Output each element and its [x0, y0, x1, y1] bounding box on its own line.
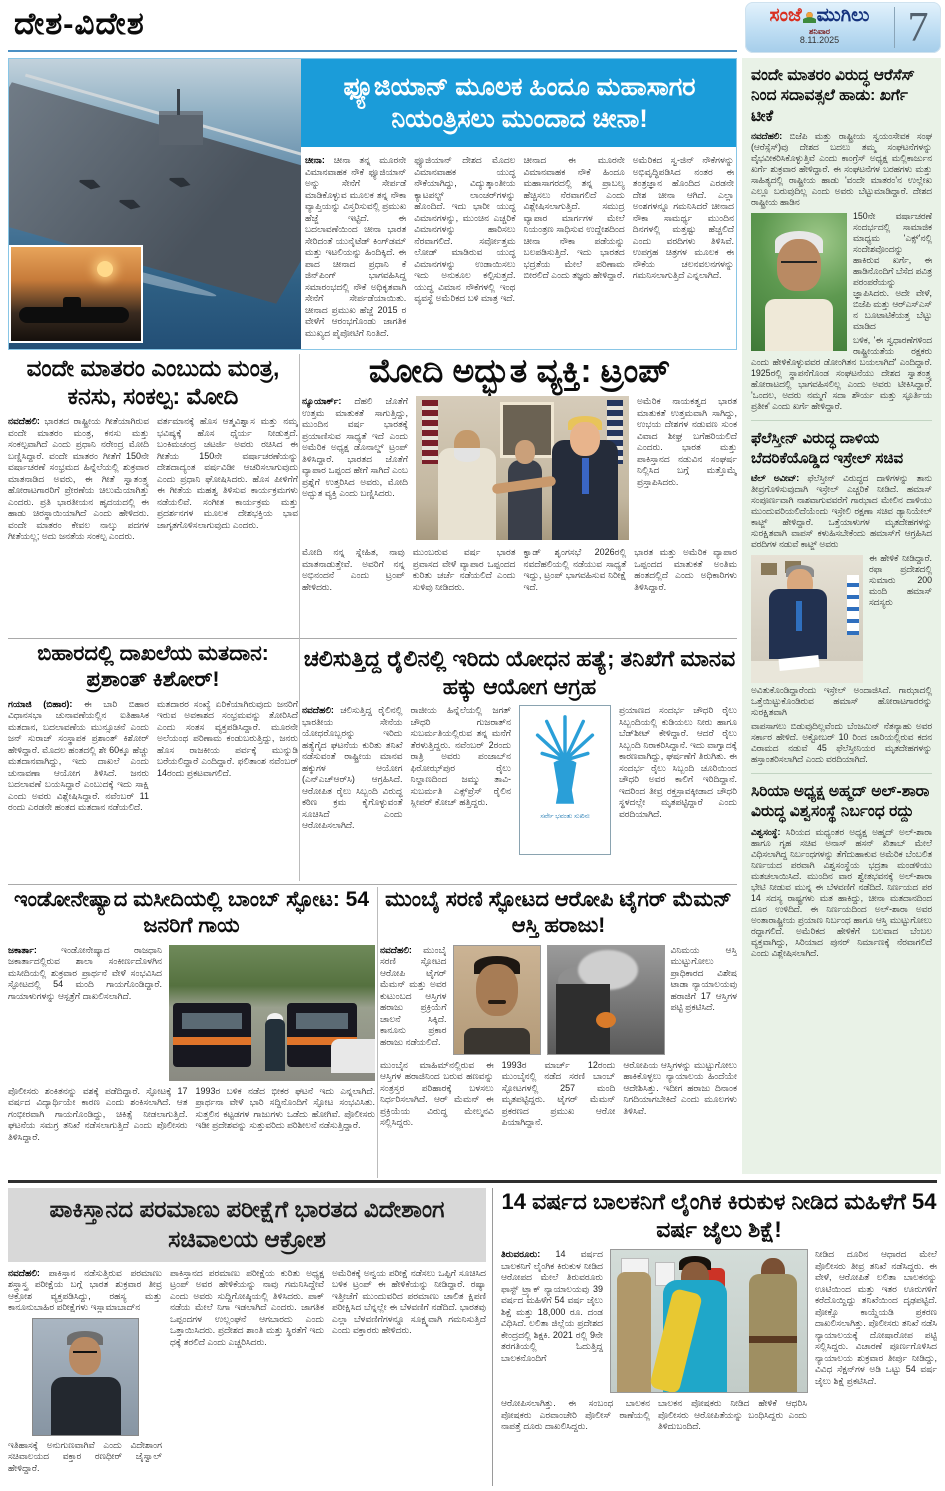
- dateline: ನ್ಯೂಯಾರ್ಕ್:: [302, 396, 342, 406]
- nhrc-logo-icon: [530, 710, 600, 806]
- body-column: [302, 396, 408, 542]
- body-column: [8, 945, 162, 1081]
- israel-minister-photo: [751, 555, 863, 683]
- bottom-section-rule: [8, 1180, 937, 1183]
- convict-escort-photo: [610, 1249, 808, 1393]
- aircraft-carrier-photo: [9, 59, 301, 349]
- article-pakistan-headline: ಪಾಕಿಸ್ತಾನದ ಪರಮಾಣು ಪರೀಕ್ಷೆಗೆ ಭಾರತದ ವಿದೇಶಾಂಗ ಸಚಿವಾಲಯ ಆಕ್ರೋಶ: [8, 1188, 486, 1262]
- masthead-title: [745, 6, 894, 28]
- body-text: ಈ ಬಾರಿ ಬಿಹಾರ ವಿಧಾನಸಭಾ ಚುನಾವಣೆಯಲ್ಲಿನ ಐತಿಹಾಸಿಕ ಮತದಾನ, ಬದಲಾವಣೆಯ ಮುನ್ಸೂಚನೆ ಎಂದು ಜನ್ ಸುರಾಜ್ ಸಂಸ್ಥಾಪಕ ಪ್ರಶಾಂತ್ ಕಿಶೋರ್ ಹೇಳಿದ್ದಾರೆ. ಮೊದಲ ಹಂತದಲ್ಲಿ ಶೇ 60ಕ್ಕೂ ಹೆಚ್ಚು ಮತದಾನವಾಗಿದ್ದು, ಇದು ದಾಖಲೆ ಎಂದು ಚುನಾವಣಾ ಆಯೋಗ ತಿಳಿಸಿದೆ. ಜನರು ಬದಲಾವಣೆ ಬಯಸಿದ್ದಾರೆ ಎಂಬುದಕ್ಕೆ ಇದು ಸಾಕ್ಷಿ ಎಂದು ಅವರು ವಿಶ್ಲೇಷಿಸಿದ್ದಾರೆ. ನವೆಂಬರ್ 11 ರಂದು ಎರಡನೇ ಹಂತದ ಮತದಾನ ನಡೆಯಲಿದೆ.: [8, 698, 149, 812]
- article-indonesia-blast: [8, 887, 375, 1178]
- body-text: ಇಂಡೋನೇಷ್ಯಾದ ರಾಜಧಾನಿ ಜಕಾರ್ತಾದಲ್ಲಿರುವ ಶಾಲಾ ಸಂಕೀರ್ಣದೊಳಗಿನ ಮಸೀದಿಯಲ್ಲಿ ಶುಕ್ರವಾರ ಪ್ರಾರ್ಥನೆ ವೇಳೆ ಸಂಭವಿಸಿದ ಸ್ಫೋಟದಲ್ಲಿ 54 ಮಂದಿ ಗಾಯಗೊಂಡಿದ್ದಾರೆ. ಗಾಯಾಳುಗಳನ್ನು ಆಸ್ಪತ್ರೆಗೆ ದಾಖಲಿಸಲಾಗಿದೆ.: [8, 944, 162, 1001]
- body-text: ಸಿರಿಯದ ಮಧ್ಯಂತರ ಅಧ್ಯಕ್ಷ ಅಹ್ಮದ್ ಅಲ್-ಶಾರಾ ಹಾಗೂ ಗೃಹ ಸಚಿವ ಅನಾಸ್ ಹಸನ್ ಖಿತಾಬ್ ಮೇಲೆ ವಿಧಿಸಲಾಗಿದ್ದ ನಿರ್ಬಂಧಗಳನ್ನು ತೆಗೆದುಹಾಕುವ ಅಮೆರಿಕ ಬೆಂಬಲಿತ ನಿರ್ಣಯದ ಪರವಾಗಿ ವಿಶ್ವಸಂಸ್ಥೆಯ ಭದ್ರತಾ ಮಂಡಳಿಯು ಮತಚಲಾಯಿಸಿದೆ. ಮುಂದಿನ ವಾರ ಶ್ವೇತಭವನಕ್ಕೆ ಅಲ್-ಶಾರಾ ಭೇಟಿ ನೀಡುವ ಮುನ್ನ ಈ ಬೆಳವಣಿಗೆ ನಡೆದಿದೆ. ನಿರ್ಣಯದ ಪರ 14 ಸದಸ್ಯ ರಾಷ್ಟ್ರಗಳು ಮತ ಹಾಕಿದ್ದು, ಚೀನಾ ಮತದಾನದಿಂದ ದೂರ ಉಳಿದಿದೆ. ಈ ನಿರ್ಣಯದಿಂದ ಅಲ್-ಶಾರಾ ಅವರ ಅಂತಾರಾಷ್ಟ್ರೀಯ ಪ್ರಯಾಣ ನಿರ್ಬಂಧ ಹಾಗೂ ಆಸ್ತಿ ಮುಟ್ಟುಗೋಲು ರದ್ದಾಗಲಿದೆ. ಅಮೆರಿಕದ ಹೇಳಿಕೆಗೆ ಬಲವಾದ ಬೆಂಬಲ ವ್ಯಕ್ತವಾಗಿದ್ದು, ಸಿರಿಯಾದ ಪುನರ್ ನಿರ್ಮಾಣಕ್ಕೆ ನೆರವಾಗಲಿದೆ ಎಂದು ವಿಶ್ಲೇಷಿಸಲಾಗಿದೆ.: [751, 826, 932, 958]
- blast-building-photo: [547, 945, 665, 1055]
- dateline: ನವದೆಹಲಿ:: [751, 131, 783, 142]
- body-text: ದೆಹಲಿ ಜೊತೆಗೆ ಉತ್ತಮ ಮಾತುಕತೆ ಸಾಗುತ್ತಿದ್ದು, ಮುಂದಿನ ವರ್ಷ ಭಾರತಕ್ಕೆ ಪ್ರಯಾಣಿಸುವ ಸಾಧ್ಯತೆ ಇದೆ ಎಂದು ಅಮೆರಿಕ ಅಧ್ಯಕ್ಷ ಡೊನಾಲ್ಡ್ ಟ್ರಂಪ್ ತಿಳಿಸಿದ್ದಾರೆ. ಭಾರತದ ಜೊತೆಗೆ ವ್ಯಾಪಾರ ಒಪ್ಪಂದ ಹೇಗೆ ಸಾಗಿದೆ ಎಂಬ ಪ್ರಶ್ನೆಗೆ ಉತ್ತರಿಸಿದ ಅವರು, ಮೋದಿ ಅದ್ಭುತ ವ್ಯಕ್ತಿ ಎಂದು ಬಣ್ಣಿಸಿದರು.: [302, 396, 408, 498]
- article-bihar: [8, 641, 298, 881]
- article-china-headline: ಫ್ಯೂಜಿಯಾನ್ ಮೂಲಕ ಹಿಂದೂ ಮಹಾಸಾಗರ ನಿಯಂತ್ರಿಸಲು ಮುಂದಾದ ಚೀನಾ!: [301, 59, 737, 147]
- article-bihar-headline: ಬಿಹಾರದಲ್ಲಿ ದಾಖಲೆಯ ಮತದಾನ: ಪ್ರಶಾಂತ್ ಕಿಶೋರ್!: [37, 642, 269, 692]
- body-column: [302, 705, 403, 855]
- nhrc-logo-box: [519, 705, 611, 855]
- body-text: ಬಿಜೆಪಿ ಮತ್ತು ರಾಷ್ಟ್ರೀಯ ಸ್ವಯಂಸೇವಕ ಸಂಘ (ಆರೆಸ್ಸೆಸ್)ವು ದೇಶದ ಬದಲು ತಮ್ಮ ಸಂಘಟನೆಗಳನ್ನು ವೈಭವೀಕರಿಸಿಕೊಳ್ಳುತ್ತಿವೆ ಎಂದು ಕಾಂಗ್ರೆಸ್ ಅಧ್ಯಕ್ಷ ಮಲ್ಲಿಕಾರ್ಜುನ ಖರ್ಗೆ ಶುಕ್ರವಾರ ಹೇಳಿದ್ದಾರೆ. ಈ ಸಂಘಟನೆಗಳ ಬರಹಗಳು ಮತ್ತು ಸಾಹಿತ್ಯದಲ್ಲಿ ರಾಷ್ಟ್ರೀಯ ಹಾಡು 'ವಂದೇ ಮಾತರಂ'ನ ಉಲ್ಲೇಖ ಎಲ್ಲೂ ಬರುವುದಿಲ್ಲ ಎಂದು ಅವರು ಬೆಟ್ಟುಮಾಡಿದ್ದಾರೆ. ದೇಶದ ರಾಷ್ಟ್ರೀಯ ಹಾಡಿನ: [751, 131, 932, 208]
- jakarta-police-photo: [169, 945, 375, 1081]
- column-rule: [377, 887, 378, 1178]
- article-mumbai-headline: ಮುಂಬೈ ಸರಣಿ ಸ್ಫೋಟದ ಆರೋಪಿ ಟೈಗರ್ ಮೆಮನ್ ಆಸ್ತಿ ಹರಾಜು!: [385, 888, 732, 938]
- header-rule: [8, 50, 737, 52]
- tiger-memon-photo: [453, 945, 541, 1055]
- body-text: ಬಳಿಕ, 'ಈ ಸ್ವಧಾರಣೆಗಳಿಂದ ರಾಷ್ಟ್ರೀಯತೆಯ ರಕ್ಷಕರು ಎಂದು ಹೇಳಿಕೊಳ್ಳುವವರ ಡೋಂಗಿತನ ಬಯಲಾಗಿದೆ' ಎಂದಿದ್ದಾರೆ. 1925ರಲ್ಲಿ ಸ್ಥಾಪನೆಗೊಂಡ ಸಂಘಟನೆಯು ದೇಶದ ಸ್ವಾತಂತ್ರ್ಯ ಹೋರಾಟದಲ್ಲಿ ಭಾಗವಹಿಸಲಿಲ್ಲ ಎಂದು ಅವರು ಟೀಕಿಸಿದ್ದಾರೆ. 'ಒಂದಲ, ಅದರು ನಮ್ಮಗೆ ಸದಾ ಶೌರ್ಯ ಮತ್ತು ಸ್ಫೂರ್ತಿಯ ಪ್ರತೀಕ' ಎಂದು ಖರ್ಗೆ ಹೇಳಿದ್ದಾರೆ.: [751, 335, 932, 412]
- body-column: ಚೀನಾದ ಈ ಮೂರನೇ ವಿಮಾನವಾಹಕ ನೌಕೆ ಹಿಂದೂ ಮಹಾಸಾಗರದಲ್ಲಿ ತನ್ನ ಪ್ರಾಬಲ್ಯ ಹೆಚ್ಚಿಸಲು ನೆರವಾಗಲಿದೆ ಎಂದು ವಿಶ್ಲೇಷಿಸಲಾಗುತ್ತಿದೆ. ಸಮುದ್ರ ವ್ಯಾಪಾರ ಮಾರ್ಗಗಳ ಮೇಲೆ ನಿಯಂತ್ರಣ ಸಾಧಿಸುವ ಉದ್ದೇಶದಿಂದ ಚೀನಾ ನೌಕಾ ಪಡೆಯನ್ನು ಬಲಪಡಿಸುತ್ತಿದೆ. ಇದು ಭಾರತದ ಭದ್ರತೆಯ ಮೇಲೆ ಪರಿಣಾಮ ಬೀರಲಿದೆ ಎಂದು ತಜ್ಞರು ಹೇಳಿದ್ದಾರೆ.: [523, 155, 625, 280]
- dateline: ನವದೆಹಲಿ:: [8, 416, 40, 427]
- body-text: ಮುಂಬೈ ಸರಣಿ ಸ್ಫೋಟದ ಆರೋಪಿ ಟೈಗರ್ ಮೆಮನ್ ಮತ್ತು ಅವರ ಕುಟುಂಬದ ಆಸ್ತಿಗಳ ಹರಾಜು ಪ್ರಕ್ರಿಯೆಗೆ ಚಾಲನೆ ಸಿಕ್ಕಿದೆ. ಕಾನೂನು ಪ್ರಕಾರ ಹರಾಜು ನಡೆಯಲಿದೆ.: [380, 944, 447, 1047]
- body-column: ಪೊಲೀಸರು ಶಂಕಿತನನ್ನು ವಶಕ್ಕೆ ಪಡೆದಿದ್ದಾರೆ. ಸ್ಫೋಟಕ್ಕೆ 17 ವರ್ಷದ ವಿದ್ಯಾರ್ಥಿಯೇ ಕಾರಣ ಎಂದು ಶಂಕಿಸಲಾಗಿದೆ. ಆತ ಗಂಭೀರವಾಗಿ ಗಾಯಗೊಂಡಿದ್ದು, ಚಿಕಿತ್ಸೆ ನೀಡಲಾಗುತ್ತಿದೆ. ಘಟನೆಯ ಸಮಗ್ರ ತನಿಖೆ ನಡೆಸಲಾಗುತ್ತಿದೆ ಎಂದು ಪೊಲೀಸರು ತಿಳಿಸಿದ್ದಾರೆ.: [8, 1085, 188, 1142]
- article-modi-vande: [8, 354, 298, 636]
- masthead-title-right: ಮುಗಿಲು: [816, 5, 870, 26]
- page-number: 7: [907, 4, 929, 51]
- dateline: ಜಕಾರ್ತಾ:: [8, 944, 37, 955]
- body-column: ಮುಂಬೈನ ಮಾಹಿಮ್‌ನಲ್ಲಿರುವ ಈ ಆಸ್ತಿಗಳ ಹರಾಜಿನಿಂದ ಬರುವ ಹಣವನ್ನು ಸಂತ್ರಸ್ತರ ಪರಿಹಾರಕ್ಕೆ ಬಳಸಲು ನಿರ್ಧರಿಸಲಾಗಿದೆ. ಆರ್ ಮೆಮನ್ ಈ ಪ್ರಕ್ರಿಯೆಯ ವಿರುದ್ಧ ಮೇಲ್ಮನವಿ ಸಲ್ಲಿಸಿದ್ದರು.: [380, 1059, 494, 1127]
- body-text: ಚೀನಾ ತನ್ನ ಮೂರನೇ ವಿಮಾನವಾಹಕ ನೌಕೆ ಫ್ಯೂಜಿಯಾನ್ ಅನ್ನು ಸೇನೆಗೆ ಸೇರ್ಪಡೆ ಮಾಡಿಕೊಳ್ಳುವ ಮೂಲಕ ತನ್ನ ನೌಕಾ ವ್ಯಾಪ್ತಿಯನ್ನು ವಿಸ್ತರಿಸುವಲ್ಲಿ ಪ್ರಮುಖ ಹೆಜ್ಜೆ ಇಟ್ಟಿದೆ. ಈ ಬದಲಾವಣೆಯಿಂದ ಚೀನಾ ಭಾರತ ಸೇರಿದಂತೆ ಯುನೈಟೆಡ್ ಕಿಂಗ್‌ಡಮ್ ಮತ್ತು ಇಟಲಿಯನ್ನು ಹಿಂದಿಕ್ಕಿದೆ. ಈ ಪಾದ ಚೀನಾದ ಪ್ರಧಾನಿ ಕೆ ಜಿನ್‌ಪಿಂಗ್ ಭಾಗವಹಿಸಿದ್ದ ಸಮಾರಂಭದಲ್ಲಿ ನೌಕೆ ಅಧಿಕೃತವಾಗಿ ಸೇನೆಗೆ ಸೇರ್ಪಡೆಯಾಯಿತು. ಚೀನಾದ ಪ್ರಮುಖ ಹೆಜ್ಜೆ 2015 ರ ವೇಳೆಗೆ ಆರಂಭಗೊಂಡು ಜಾಗತಿಕ ಮುಖ್ಯದ ಪೈಪೋಟಿಗೆ ನಿಂತಿದೆ.: [305, 155, 407, 338]
- rail-divider: [751, 773, 932, 774]
- body-column: ಮೋದಿ ನನ್ನ ಸ್ನೇಹಿತ, ನಾವು ಮಾತನಾಡುತ್ತೇವೆ. ಅವರಿಗೆ ನನ್ನ ಅಭಿನಂದನೆ ಎಂದು ಟ್ರಂಪ್ ಹೇಳಿದರು.: [302, 547, 405, 592]
- body-column: ಅಮೆರಿಕಕ್ಕೆ ಅನ್ವಯ ಪರೀಕ್ಷೆ ನಡೆಸಲು ಒಪ್ಪಿಗೆ ಸೂಚಿಸಿದ ಬಳಿಕ ಟ್ರಂಪ್ ಈ ಹೇಳಿಕೆಯನ್ನು ನೀಡಿದ್ದಾರೆ. ರಷ್ಯಾ ಇತ್ತೀಚೆಗೆ ಮುಂದುವರಿದ ಪರಮಾಣು ಚಾಲಿತ ಕ್ಷಿಪಣಿ ಪರೀಕ್ಷಿಸಿದ ಬೆನ್ನಲ್ಲೇ ಈ ಬೆಳವಣಿಗೆ ನಡೆದಿದೆ. ಭಾರತವು ಎಲ್ಲಾ ಬೆಳವಣಿಗೆಗಳನ್ನೂ ಸೂಕ್ಷ್ಮವಾಗಿ ಗಮನಿಸುತ್ತಿದೆ ಎಂದು ವಕ್ತಾರರು ಹೇಳಿದರು.: [332, 1267, 486, 1336]
- body-column: [380, 945, 447, 1055]
- body-text: ಇತಿಹಾಸಕ್ಕೆ ಅನುಗುಣವಾಗಿವೆ ಎಂದು ವಿದೇಶಾಂಗ ಸಚಿವಾಲಯದ ವಕ್ತಾರ ರಣಧೀರ್ ಜೈಸ್ವಾಲ್ ಹೇಳಿದ್ದಾರೆ.: [8, 1439, 162, 1473]
- dateline: ಗಯಾಜಿ (ಬಿಹಾರ):: [8, 698, 73, 709]
- body-column: [8, 1268, 162, 1475]
- rail-divider: [751, 420, 932, 421]
- article-mumbai-auction: [380, 887, 737, 1178]
- dateline: ಟೆಲ್ ಅವೀವ್:: [751, 472, 800, 483]
- body-column: 1993ರ ಬಳಿಕ ನಡೆದ ಭೀಕರ ಘಟನೆ ಇದು ಎನ್ನಲಾಗಿದೆ. ಪ್ರಾರ್ಥನಾ ವೇಳೆ ಭಾರಿ ಸದ್ದಿನೊಂದಿಗೆ ಸ್ಫೋಟ ಸಂಭವಿಸಿತು. ಸುತ್ತಲಿನ ಕಟ್ಟಡಗಳ ಗಾಜುಗಳು ಒಡೆದು ಹೋಗಿವೆ. ಪೊಲೀಸರು ಇಡೀ ಪ್ರದೇಶವನ್ನು ಸುತ್ತುವರಿದು ಪರಿಶೀಲನೆ ನಡೆಸುತ್ತಿದ್ದಾರೆ.: [195, 1085, 375, 1130]
- article-israel-headline: ಫೆಲೆಸ್ತೀನ್ ವಿರುದ್ಧ ದಾಳಿಯ ಬೆದರಿಕೆಯೊಡ್ಡಿದ ಇಸ್ರೇಲ್ ಸಚಿವ: [751, 430, 904, 468]
- divider-rule: [8, 884, 737, 885]
- body-column: ರಾಜೀಯ ಹಿನ್ನೆಲೆಯಲ್ಲಿ ಜಗತ್ ಚೌಧರಿ ಗುಜರಾತ್‌ನ ಸುಬರ್ಮತಿಯಲ್ಲಿರುವ ತನ್ನ ಮನೆಗೆ ತೆರಳುತ್ತಿದ್ದರು. ನವೆಂಬರ್ 2ರಂದು ರಾತ್ರಿ ಅವರು ಪಂಜಾಬ್‌ನ ಫಿರೋಝ್‌ಪುರ ರೈಲು ನಿಲ್ದಾಣದಿಂದ ಜಮ್ಮು ತಾವಿ-ಸುಬರ್ಮತಿ ಎಕ್ಸ್‌ಪ್ರೆಸ್ ರೈಲಿನ ಸ್ಲೀಪರ್ ಕೋಚ್ ಹತ್ತಿದ್ದರು.: [410, 705, 511, 807]
- body-column: ಮುಂಬರುವ ವರ್ಷ ಭಾರತ ಪ್ರವಾಸದ ವೇಳೆ ವ್ಯಾಪಾರ ಒಪ್ಪಂದದ ಕುರಿತು ಚರ್ಚೆ ನಡೆಯಲಿದೆ ಎಂದು ಸುಳಿವು ನೀಡಿದರು.: [412, 547, 516, 592]
- body-column: ಅಮೆರಿಕದ ಸ್ವ-ಜಿನ್ ನೌಕೆಗಳನ್ನು ಅಭಿವೃದ್ಧಿಪಡಿಸಿದ ನಂತರ ಈ ತಂತ್ರಜ್ಞಾನ ಹೊಂದಿದ ಎರಡನೇ ದೇಶ ಚೀನಾ ಆಗಿದೆ. ಎಲ್ಲಾ ಅಂಶಗಳನ್ನೂ ಗಮನಿಸಿದರೆ ಚೀನಾದ ನೌಕಾ ಸಾಮರ್ಥ್ಯ ಮುಂದಿನ ದಿನಗಳಲ್ಲಿ ಮತ್ತಷ್ಟು ಹೆಚ್ಚಲಿದೆ ಎಂದು ವರದಿಗಳು ತಿಳಿಸಿವೆ. ಉಪಗ್ರಹ ಚಿತ್ರಗಳ ಮೂಲಕ ಈ ನೌಕೆಯ ಚಲನವಲನಗಳನ್ನು ಗಮನಿಸಲಾಗುತ್ತಿದೆ ಎನ್ನಲಾಗಿದೆ.: [632, 155, 734, 280]
- article-trump: [302, 352, 737, 637]
- article-indonesia-headline: ಇಂಡೋನೇಷ್ಯಾದ ಮಸೀದಿಯಲ್ಲಿ ಬಾಂಬ್ ಸ್ಫೋಟ: 54 ಜನರಿಗೆ ಗಾಯ: [13, 888, 370, 938]
- article-china-carrier: [8, 58, 737, 350]
- body-column: ಮತದಾರರ ಸಂಖ್ಯೆ ಏರಿಕೆಯಾಗಿರುವುದು ಜನರಿಗೆ ಇರುವ ಅವಕಾಶದ ಸಂಭ್ರಮವನ್ನು ತೋರಿಸಿದೆ ಎಂದು ಸಂತಸ ವ್ಯಕ್ತಪಡಿಸಿದ್ದಾರೆ. ಮೂರನೇ ಅಲೆಯಂಥ ಪರಿಣಾಮ ಕಂಡುಬರುತ್ತಿದ್ದು, ಜನರು ಹೊಸ ರಾಜಕೀಯ ಪರ್ವಕ್ಕೆ ಮುನ್ನುಡಿ ಬರೆಯಲಿದ್ದಾರೆ ಎಂದಿದ್ದಾರೆ. ಫಲಿತಾಂಶ ನವೆಂಬರ್ 14ರಂದು ಪ್ರಕಟವಾಗಲಿದೆ.: [157, 698, 298, 778]
- article-trump-headline: ಮೋದಿ ಅದ್ಭುತ ವ್ಯಕ್ತಿ: ಟ್ರಂಪ್: [368, 352, 671, 389]
- body-column: [8, 699, 149, 814]
- masthead-sunset-icon: [803, 8, 816, 28]
- article-jail-headline: 14 ವರ್ಷದ ಬಾಲಕನಿಗೆ ಲೈಂಗಿಕ ಕಿರುಕುಳ ನೀಡಿದ ಮಹಿಳೆಗೆ 54 ವರ್ಷ ಜೈಲು ಶಿಕ್ಷೆ!: [501, 1189, 937, 1243]
- dateline: ಚೀನಾ:: [305, 155, 325, 165]
- body-column: ವಿನಿಮಯ ಆಸ್ತಿ ಮುಟ್ಟುಗೋಲು ಪ್ರಾಧಿಕಾರದ ವಿಶೇಷ ಟಾಡಾ ನ್ಯಾಯಾಲಯವು ಹರಾಜಿಗೆ 17 ಆಸ್ತಿಗಳ ಪಟ್ಟಿ ಪ್ರಕಟಿಸಿದೆ.: [670, 944, 737, 1012]
- masthead-title-left: ಸಂಜೆ: [769, 5, 802, 26]
- body-text: ಈ ಹೇಳಿಕೆ ನೀಡಿದ್ದಾರೆ. ರಫಾ ಪ್ರದೇಶದಲ್ಲಿ ಸುಮಾರು 200 ಮಂದಿ ಹಮಾಸ್ ಸದಸ್ಯರು ಅವಿತುಕೊಂಡಿದ್ದಾರೆಂದು ಇಸ್ರೇಲ್ ಅಂದಾಜಿಸಿದೆ. ಗಾಝಾದಲ್ಲಿ ಒತ್ತೆಯಿಟ್ಟುಕೊಂಡಿರುವ ಹಮಾಸ್ ಹೋರಾಟಗಾರರನ್ನು ಸುರಕ್ಷಿತವಾಗಿ: [751, 552, 932, 717]
- right-rail: [742, 58, 941, 1174]
- section-label: ದೇಶ-ವಿದೇಶ: [14, 6, 145, 41]
- nhrc-logo-caption: ಸರ್ವೇ ಭವಂತು ಸುಖಿನಃ: [540, 813, 590, 820]
- article-jail-sentence: [492, 1188, 937, 1486]
- body-text: 14 ವರ್ಷದ ಬಾಲಕನಿಗೆ ಲೈಂಗಿಕ ಕಿರುಕುಳ ನೀಡಿದ ಆರೋಪದ ಮೇಲೆ ತಿರುವರೂರು ಫಾಸ್ಟ್ ಟ್ರ್ಯಾಕ್ ನ್ಯಾಯಾಲಯವು 39 ವರ್ಷದ ಮಹಿಳೆಗೆ 54 ವರ್ಷ ಜೈಲು ಶಿಕ್ಷೆ ಮತ್ತು 18,000 ರೂ. ದಂಡ ವಿಧಿಸಿದೆ. ಲಲಿತಾ ಜಿಲ್ಲೆಯ ಪ್ರದೇಶದ ಕೇಂದ್ರದಲ್ಲಿ ಶಿಕ್ಷಕಿ. 2021 ರಲ್ಲಿ 9ನೇ ತರಗತಿಯಲ್ಲಿ ಓದುತ್ತಿದ್ದ ಬಾಲಕನೊಂದಿಗೆ: [501, 1249, 603, 1363]
- body-column: ಬಾಲಕನ ಪೋಷಕರು ನೀಡಿದ ಹೇಳಿಕೆ ಆಧರಿಸಿ ಪೊಲೀಸರು ಆರೋಪಿತೆಯನ್ನು ಬಂಧಿಸಿದ್ದರು ಎಂದು ತಿಳಿದುಬಂದಿದೆ.: [658, 1398, 807, 1432]
- dateline: ನವದೆಹಲಿ:: [8, 1267, 40, 1278]
- article-kharge-headline: ವಂದೇ ಮಾತರಂ ವಿರುದ್ಧ ಆರೆಸೆಸ್ ನಿಂದ ಸದಾವತ್ಸಲೆ ಹಾಡು: ಖರ್ಗೆ ಟೀಕೆ: [751, 67, 915, 125]
- body-text: ಭಾರತದ ರಾಷ್ಟ್ರೀಯ ಗೀತೆಯಾಗಿರುವ ವಂದೇ ಮಾತರಂ ಮಂತ್ರ, ಕನಸು ಮತ್ತು ಸಂಕಲ್ಪವಾಗಿದೆ ಎಂದು ಪ್ರಧಾನಿ ನರೇಂದ್ರ ಮೋದಿ ಬಣ್ಣಿಸಿದ್ದಾರೆ. ವಂದೇ ಮಾತರಂ ಗೀತೆಗೆ 150ನೇ ವರ್ಷಾಚರಣೆ ಸಂಭ್ರಮದ ಹಿನ್ನೆಲೆಯಲ್ಲಿ ಶುಕ್ರವಾರ ಮಾತನಾಡಿದ ಅವರು, ಈ ಗೀತೆ ಸ್ವಾತಂತ್ರ್ಯ ಹೋರಾಟಗಾರರಿಗೆ ಪ್ರೇರಣೆಯ ಚಿಲುಮೆಯಾಗಿತ್ತು ಎಂದರು. ಪ್ರತಿ ಭಾರತೀಯನ ಹೃದಯದಲ್ಲಿ ಈ ಹಾಡು ಚಿರಸ್ಥಾಯಿಯಾಗಿದೆ ಎಂದು ಹೇಳಿದರು. ವಂದೇ ಮಾತರಂ ಕೇವಲ ನಾಲ್ಕು ಪದಗಳ ಗೀತೆಯಲ್ಲ; ಅದು ಜನತೆಯ ಸಂಕಲ್ಪ ಎಂದರು.: [8, 416, 149, 542]
- article-pakistan-nuclear: [8, 1188, 486, 1486]
- body-column: ಆರೋಪಿಸಲಾಗಿತ್ತು. ಈ ಸಂಬಂಧ ಬಾಲಕನ ಪೋಷಕರು ಎರವಾಂಚೇರಿ ಪೊಲೀಸ್ ಠಾಣೆಯಲ್ಲಿ ನಾಪತ್ತೆ ದೂರು ದಾಖಲಿಸಿದ್ದರು.: [501, 1398, 650, 1432]
- submarine-inset-photo: [9, 245, 143, 343]
- body-column: ಕ್ವಾಡ್ ಶೃಂಗಸಭೆ 2026ರಲ್ಲಿ ನವದೆಹಲಿಯಲ್ಲಿ ನಡೆಯುವ ಸಾಧ್ಯತೆ ಇದ್ದು, ಟ್ರಂಪ್ ಭಾಗವಹಿಸುವ ನಿರೀಕ್ಷೆ ಇದೆ.: [523, 547, 627, 592]
- article-syria-headline: ಸಿರಿಯಾ ಅಧ್ಯಕ್ಷ ಅಹ್ಮದ್ ಅಲ್-ಶಾರಾ ವಿರುದ್ಧ ವಿಶ್ವಸಂಸ್ಥೆ ನಿರ್ಬಂಧ ರದ್ದು: [751, 782, 930, 821]
- body-text: ವಾಪಸಾಗಲು ಬಿಡುವುದಿಲ್ಲವೆಂದು ಬೆಂಜಮಿನ್ ನೆತನ್ಯಾಹು ಅವರ ಸರ್ಕಾರ ಹೇಳಿದೆ. ಅಕ್ಟೋಬರ್ 10 ರಿಂದ ಜಾರಿಯಲ್ಲಿರುವ ಕದನ ವಿರಾಮದ ನಡುವೆ 45 ಫೆಲೆಸ್ತೀನಿಯರ ಮೃತದೇಹಗಳನ್ನು ಹಸ್ತಾಂತರಿಸಲಾಗಿದೆ ಎಂದು ವರದಿಯಾಗಿದೆ.: [751, 720, 932, 764]
- dateline: ವಿಶ್ವಸಂಸ್ಥೆ:: [751, 826, 781, 837]
- body-column: ಫ್ಯೂಜಿಯಾನ್ ದೇಶದ ಮೊದಲ ವಿಮಾನವಾಹಕ ಯುದ್ಧ ನೌಕೆಯಾಗಿದ್ದು, ವಿದ್ಯುತ್ಕಾಂತೀಯ ಕ್ಯಾಟಪಲ್ಟ್ ಲಾಂಚರ್‌ಗಳನ್ನು ಹೊಂದಿದೆ. ಇದು ಭಾರೀ ಯುದ್ಧ ವಿಮಾನಗಳನ್ನು, ಮುಂಚಿನ ಎಚ್ಚರಿಕೆ ವಿಮಾನಗಳನ್ನು ಹಾರಿಸಲು ನೆರವಾಗಲಿದೆ. ಸರ್ವೋತ್ತಮ ಲೋಡ್ ಮಾಡಿರುವ ಯುದ್ಧ ವಿಮಾನಗಳನ್ನು ಉಡಾಯಿಸಲು ಇದು ಅನುಕೂಲ ಕಲ್ಪಿಸುತ್ತದೆ. ಯುದ್ಧ ವಿಮಾನ ನೌಕೆಗಳಲ್ಲಿ ಇಂಥ ವ್ಯವಸ್ಥೆ ಅಮೆರಿಕದ ಬಳಿ ಮಾತ್ರ ಇದೆ.: [414, 155, 516, 303]
- masthead: [745, 2, 941, 53]
- article-israel: [751, 429, 932, 765]
- body-text: ಪಾಕಿಸ್ತಾನ ನಡೆಸುತ್ತಿರುವ ಪರಮಾಣು ಶಸ್ತ್ರಾಸ್ತ್ರ ಪರೀಕ್ಷೆಯ ಬಗ್ಗೆ ಭಾರತ ಶುಕ್ರವಾರ ತೀವ್ರ ಆಕ್ರೋಶ ವ್ಯಕ್ತಪಡಿಸಿದ್ದು, ರಹಸ್ಯ ಮತ್ತು ಕಾನೂನುಬಾಹಿರ ಪರೀಕ್ಷೆಗಳು ಇಸ್ಲಾಮಾಬಾದ್‌ನ: [8, 1267, 162, 1313]
- masthead-date: 8.11.2025: [799, 35, 840, 46]
- body-column: 1993ರ ಮಾರ್ಚ್ 12ರಂದು ಮುಂಬೈನಲ್ಲಿ ನಡೆದ ಸರಣಿ ಬಾಂಬ್ ಸ್ಫೋಟಗಳಲ್ಲಿ 257 ಮಂದಿ ಮೃತಪಟ್ಟಿದ್ದರು. ಟೈಗರ್ ಮೆಮನ್ ಪ್ರಕರಣದ ಪ್ರಮುಖ ಆರೋ ಪಿಯಾಗಿದ್ದಾನೆ.: [501, 1059, 616, 1127]
- modi-trump-photo: [416, 396, 629, 540]
- body-text: ಚಲಿಸುತ್ತಿದ್ದ ರೈಲಿನಲ್ಲಿ ಭಾರತೀಯ ಸೇನೆಯ ಯೋಧರೊಬ್ಬರನ್ನು ಇರಿದು ಹತ್ಯೆಗೈದ ಘಟನೆಯ ಕುರಿತು ತನಿಖೆ ನಡೆಸುವಂತೆ ರಾಷ್ಟ್ರೀಯ ಮಾನವ ಹಕ್ಕುಗಳ ಆಯೋಗ (ಎನ್‌ಎಚ್‌ಆರ್‌ಸಿ) ಆಗ್ರಹಿಸಿದೆ. ಆರೋಪಿತ ರೈಲು ಸಿಬ್ಬಂದಿ ವಿರುದ್ಧ ಕಠಿಣ ಕ್ರಮ ಕೈಗೊಳ್ಳುವಂತೆ ಸೂಚಿಸಿದೆ ಎಂದು ಆರೋಪಿಸಲಾಗಿದೆ.: [302, 705, 403, 830]
- body-column: ಭಾರತ ಮತ್ತು ಅಮೆರಿಕ ವ್ಯಾಪಾರ ಒಪ್ಪಂದದ ಮಾತುಕತೆ ಅಂತಿಮ ಹಂತದಲ್ಲಿದೆ ಎಂದು ಅಧಿಕಾರಿಗಳು ತಿಳಿಸಿದ್ದಾರೆ.: [634, 547, 737, 592]
- masthead-day: ಶನಿವಾರ: [808, 26, 831, 36]
- dateline: ನವದೆಹಲಿ:: [302, 705, 334, 715]
- article-train-headline: ಚಲಿಸುತ್ತಿದ್ದ ರೈಲಿನಲ್ಲಿ ಇರಿದು ಯೋಧನ ಹತ್ಯೆ; ತನಿಖೆಗೆ ಮಾನವ ಹಕ್ಕು ಆಯೋಗ ಆಗ್ರಹ: [303, 646, 736, 699]
- column-rule: [299, 354, 300, 881]
- body-column: [501, 1249, 603, 1393]
- article-china-body: [305, 151, 734, 350]
- article-train-murder: [302, 645, 737, 881]
- article-kharge: [751, 66, 932, 412]
- divider-rule: [8, 638, 737, 639]
- article-modi-vande-headline: ವಂದೇ ಮಾತರಂ ಎಂಬುದು ಮಂತ್ರ, ಕನಸು, ಸಂಕಲ್ಪ: ಮೋದಿ: [26, 355, 280, 410]
- body-column: ಅಮೆರಿಕ ನಾಯಕತ್ವದ ಭಾರತ ಮಾತುಕತೆ ಉತ್ತಮವಾಗಿ ಸಾಗಿದ್ದು, ಉಭಯ ದೇಶಗಳ ನಡುವಣ ಸುಂಕ ವಿವಾದ ಶೀಘ್ರ ಬಗೆಹರಿಯಲಿದೆ ಎಂದರು. ಭಾರತ ಮತ್ತು ಪಾಕಿಸ್ತಾನದ ನಡುವಿನ ಸಂಘರ್ಷ ನಿಲ್ಲಿಸಿದ ಬಗ್ಗೆ ಮತ್ತೊಮ್ಮೆ ಪ್ರಸ್ತಾಪಿಸಿದರು.: [637, 396, 737, 487]
- body-column: ಪಾಕಿಸ್ತಾನದ ಪರಮಾಣು ಪರೀಕ್ಷೆಯ ಕುರಿತು ಅಧ್ಯಕ್ಷ ಟ್ರಂಪ್ ಅವರ ಹೇಳಿಕೆಯನ್ನು ನಾವು ಗಮನಿಸಿದ್ದೇವೆ ಎಂದು ಅವರು ಸುದ್ದಿಗೋಷ್ಠಿಯಲ್ಲಿ ತಿಳಿಸಿದರು. ಪಾಕ್ ನಡೆಯ ಮೇಲೆ ನಿಗಾ ಇಡಲಾಗಿದೆ ಎಂದರು. ಜಾಗತಿಕ ಒಪ್ಪಂದಗಳ ಉಲ್ಲಂಘನೆ ಆಗಬಾರದು ಎಂದು ಒತ್ತಾಯಿಸಿದರು. ಪ್ರದೇಶದ ಶಾಂತಿ ಮತ್ತು ಸ್ಥಿರತೆಗೆ ಇದು ಧಕ್ಕೆ ತರಲಿದೆ ಎಂದು ಎಚ್ಚರಿಸಿದರು.: [170, 1267, 324, 1347]
- masthead-title-block: [745, 2, 894, 53]
- body-column: ವರ್ತಮಾನಕ್ಕೆ ಹೊಸ ಆತ್ಮವಿಶ್ವಾಸ ಮತ್ತು ನಮ್ಮ ಭವಿಷ್ಯಕ್ಕೆ ಹೊಸ ಧೈರ್ಯ ನೀಡುತ್ತದೆ. ಬಂಕಿಮಚಂದ್ರ ಚಟರ್ಜಿ ಅವರು ರಚಿಸಿದ ಈ ಗೀತೆಯ 150ನೇ ವರ್ಷಾಚರಣೆಯನ್ನು ದೇಶದಾದ್ಯಂತ ವರ್ಷವಿಡೀ ಆಚರಿಸಲಾಗುವುದು ಎಂದು ಪ್ರಧಾನಿ ಘೋಷಿಸಿದರು. ಹೊಸ ಪೀಳಿಗೆಗೆ ಈ ಗೀತೆಯ ಮಹತ್ವ ತಿಳಿಸುವ ಕಾರ್ಯಕ್ರಮಗಳು ನಡೆಯಲಿವೆ. ಸಂಗೀತ ಕಾರ್ಯಕ್ರಮ ಮತ್ತು ಪ್ರದರ್ಶನಗಳ ಮೂಲಕ ದೇಶಭಕ್ತಿಯ ಭಾವ ಜಾಗೃತಗೊಳಿಸಲಾಗುವುದು ಎಂದರು.: [157, 416, 298, 530]
- dateline: ತಿರುವರೂರು:: [501, 1249, 541, 1260]
- body-column: [8, 416, 149, 543]
- body-text: 150ನೇ ವರ್ಷಾಚರಣೆ ಸಂದರ್ಭದಲ್ಲಿ ಸಾಮಾಜಿಕ ಮಾಧ್ಯಮ 'ಎಕ್ಸ್'ನಲ್ಲಿ ಸಂದೇಶವೊಂದನ್ನು ಹಾಕಿರುವ ಖರ್ಗೆ, ಈ ಹಾಡಿನೊಂದಿಗೆ ಬೆಸೆದ ಪವಿತ್ರ ಪರಂಪರೆಯನ್ನು ಜ್ಞಾಪಿಸಿದರು. ಅದೇ ವೇಳೆ, ಬಿಜೆಪಿ ಮತ್ತು ಆರ್‌ಎಸ್‌ಎಸ್ ನ ಬೂಟಾಟಿಕೆಯತ್ತ ಬೆಟ್ಟು ಮಾಡಿದ: [853, 211, 932, 332]
- body-text: ಫೆಲೆಸ್ತೀನ್ ವಿರುದ್ಧದ ದಾಳಿಗಳನ್ನು ತಾನು ತೀವ್ರಗೊಳಿಸುವುದಾಗಿ ಇಸ್ರೇಲ್ ಎಚ್ಚರಿಕೆ ನೀಡಿದೆ. ಹಮಾಸ್ ಸಂಪೂರ್ಣವಾಗಿ ನಾಶವಾಗುವವರೆಗೆ ಗಾಝಾದ ಮೇಲಿನ ದಾಳಿಯು ಮುಂದುವರಿಯಲಿದೆಯೆಂದು ಇಸ್ರೇಲಿ ರಕ್ಷಣಾ ಸಚಿವ ಡ್ಯಾನಿಯೇಲ್ ಕಾಟ್ಜ್ ಹೇಳಿದ್ದಾರೆ. ಒತ್ತೆಯಾಳುಗಳ ಮೃತದೇಹಗಳನ್ನು ಸುರಕ್ಷಿತವಾಗಿ ವಾಪಸ್ ಕಳುಹಿಸಬೇಕೆಂದು ಹಮಾಸ್‌ಗೆ ಆಗ್ರಹಿಸಿದ ವರದಿಗಳ ನಡುವೆ ಕಾಟ್ಜ್ ಅವರು: [751, 472, 932, 549]
- mea-spokesperson-photo: [32, 1318, 139, 1436]
- body-column: ಆರೋಪಿಯ ಆಸ್ತಿಗಳನ್ನು ಮುಟ್ಟುಗೋಲು ಹಾಕಿಕೊಳ್ಳಲು ನ್ಯಾಯಾಲಯ ಹಿಂದೆಯೇ ಆದೇಶಿಸಿತ್ತು. ಇದೀಗ ಹರಾಜು ದಿನಾಂಕ ನಿಗದಿಯಾಗಬೇಕಿದೆ ಎಂದು ಮೂಲಗಳು ತಿಳಿಸಿವೆ.: [623, 1059, 737, 1116]
- kharge-photo: [751, 213, 847, 351]
- body-column: ಪ್ರಯಾಣದ ಸಂದರ್ಭ ಚೌಧರಿ ರೈಲು ಸಿಬ್ಬಂದಿಯಲ್ಲಿ ಕುಡಿಯಲು ನೀರು ಹಾಗೂ ಬೆಡ್‌ಶೀಟ್ ಕೇಳಿದ್ದಾರೆ. ಆದರೆ ರೈಲು ಸಿಬ್ಬಂದಿ ನಿರಾಕರಿಸಿದ್ದಾನೆ. ಇದು ವಾಗ್ವಾದಕ್ಕೆ ಕಾರಣವಾಗಿದ್ದು, ಘರ್ಷಣೆಗೆ ತಿರುಗಿತು. ಈ ಸಂದರ್ಭ ರೈಲು ಸಿಬ್ಬಂದಿ ಚೂರಿಯಿಂದ ಚೌಧರಿ ಅವರ ಕಾಲಿಗೆ ಇರಿದಿದ್ದಾನೆ. ಇದರಿಂದ ತೀವ್ರ ರಕ್ತಸ್ರಾವಕ್ಕೀಡಾದ ಚೌಧರಿ ಸ್ಥಳದಲ್ಲೇ ಮೃತಪಟ್ಟಿದ್ದಾರೆ ಎಂದು ವರದಿಯಾಗಿದೆ.: [619, 705, 737, 819]
- body-column: [305, 155, 406, 350]
- dateline: ನವದೆಹಲಿ:: [380, 944, 412, 955]
- body-column: ನೀಡಿದ ದೂರಿನ ಆಧಾರದ ಮೇಲೆ ಪೊಲೀಸರು ತೀವ್ರ ತನಿಖೆ ನಡೆಸಿದ್ದರು. ಈ ವೇಳೆ, ಆರೋಪಿತೆ ಲಲಿತಾ ಬಾಲಕನನ್ನು ಊಟಿಯಿಂದ ಮತ್ತು ಇತರ ಊರುಗಳಿಗೆ ಕರೆದೊಯ್ದಿದ್ದು ತನಿಖೆಯಿಂದ ದೃಢಪಟ್ಟಿದೆ. ಪೋಕ್ಸೊ ಕಾಯ್ದೆಯಡಿ ಪ್ರಕರಣ ದಾಖಲಿಸಲಾಗಿತ್ತು. ಪೊಲೀಸರು ತನಿಖೆ ನಡೆಸಿ ನ್ಯಾಯಾಲಯಕ್ಕೆ ದೋಷಾರೋಪ ಪಟ್ಟಿ ಸಲ್ಲಿಸಿದ್ದರು. ವಿಚಾರಣೆ ಪೂರ್ಣಗೊಳಿಸಿದ ನ್ಯಾಯಾಲಯ ಶುಕ್ರವಾರ ತೀರ್ಪು ನೀಡಿದ್ದು, ವಿವಿಧ ಸೆಕ್ಷನ್‌ಗಳ ಅಡಿ ಒಟ್ಟು 54 ವರ್ಷ ಜೈಲು ಶಿಕ್ಷೆ ಪ್ರಕಟಿಸಿದೆ.: [815, 1249, 937, 1386]
- article-syria: [751, 782, 932, 959]
